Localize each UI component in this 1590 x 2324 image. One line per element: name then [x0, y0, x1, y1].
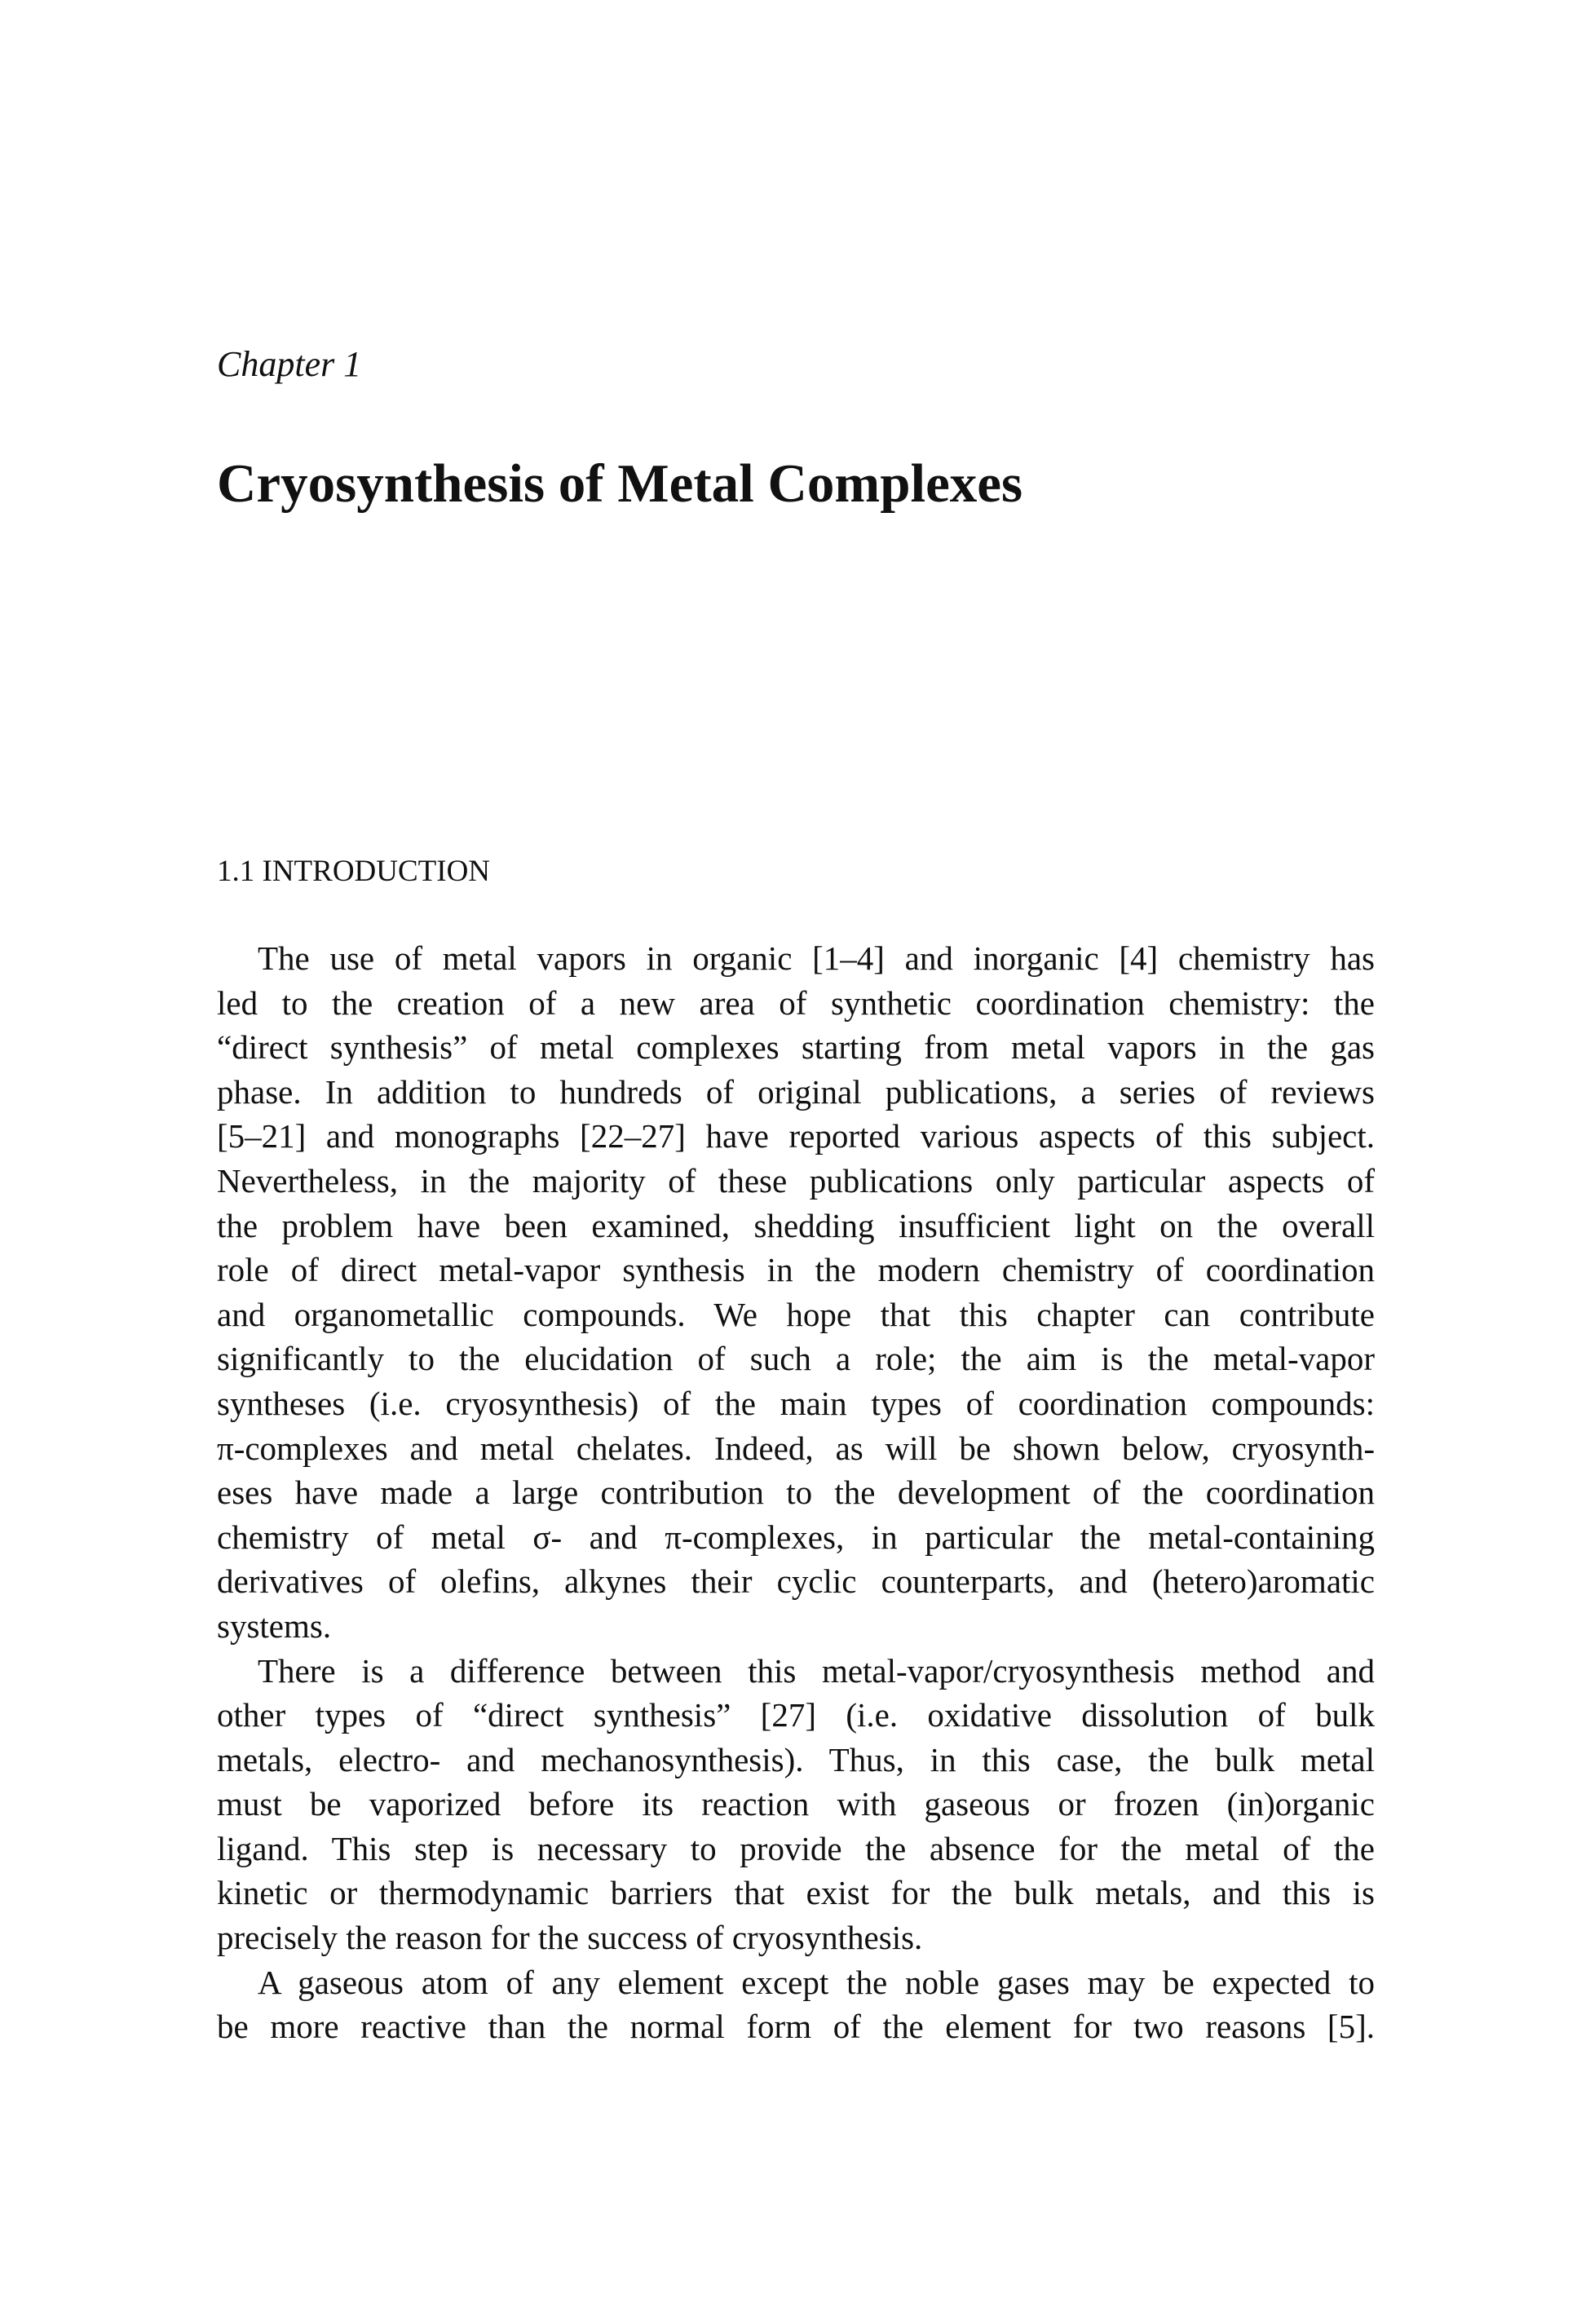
- text-line: [5–21] and monographs [22–27] have reported various aspects of this subject.: [217, 1117, 1375, 1155]
- text-line: A gaseous atom of any element except the noble gases may be expected to: [258, 1963, 1375, 2001]
- text-line: eses have made a large contribution to the development of the coordination: [217, 1473, 1375, 1512]
- chapter-label: Chapter 1: [217, 344, 362, 384]
- text-line: derivatives of olefins, alkynes their cyclic counterparts, and (hetero)aromatic: [217, 1562, 1375, 1601]
- chapter-title: Cryosynthesis of Metal Complexes: [217, 453, 1023, 514]
- text-line: There is a difference between this metal-vapor/cryosynthesis method and: [258, 1651, 1375, 1690]
- text-line: systems.: [217, 1606, 332, 1645]
- section-heading: 1.1 INTRODUCTION: [217, 855, 491, 888]
- text-line: phase. In addition to hundreds of original publications, a series of reviews: [217, 1072, 1375, 1111]
- paragraph: [217, 1649, 1375, 1960]
- text-line: precisely the reason for the success of cryosynthesis.: [217, 1919, 923, 1957]
- text-line: significantly to the elucidation of such a role; the aim is the metal-vapor: [217, 1340, 1375, 1378]
- text-line: be more reactive than the normal form of the element for two reasons [5].: [217, 2008, 1375, 2046]
- text-line: chemistry of metal σ- and π-complexes, in particular the metal-containing: [217, 1518, 1375, 1556]
- text-line: π-complexes and metal chelates. Indeed, as will be shown below, cryosynth-: [217, 1429, 1375, 1467]
- text-line: role of direct metal-vapor synthesis in the modern chemistry of coordination: [217, 1251, 1375, 1289]
- body-text: [217, 936, 1375, 2049]
- text-line: the problem have been examined, shedding insufficient light on the overall: [217, 1206, 1375, 1244]
- paragraph: [217, 936, 1375, 1649]
- text-line: other types of “direct synthesis” [27] (i.e. oxidative dissolution of bulk: [217, 1696, 1375, 1734]
- text-line: The use of metal vapors in organic [1–4] and inorganic [4] chemistry has: [258, 939, 1375, 977]
- text-line: and organometallic compounds. We hope that this chapter can contribute: [217, 1295, 1375, 1333]
- text-line: metals, electro- and mechanosynthesis). Thus, in this case, the bulk metal: [217, 1740, 1375, 1778]
- text-line: kinetic or thermodynamic barriers that exist for the bulk metals, and this is: [217, 1874, 1375, 1912]
- text-line: must be vaporized before its reaction with gaseous or frozen (in)organic: [217, 1785, 1375, 1823]
- text-line: “direct synthesis” of metal complexes starting from metal vapors in the gas: [217, 1028, 1375, 1067]
- text-line: Nevertheless, in the majority of these publications only particular aspects of: [217, 1161, 1375, 1200]
- paragraph: [217, 1960, 1375, 2049]
- text-line: led to the creation of a new area of synthetic coordination chemistry: the: [217, 983, 1375, 1022]
- text-line: ligand. This step is necessary to provide the absence for the metal of the: [217, 1829, 1375, 1867]
- text-line: syntheses (i.e. cryosynthesis) of the main types of coordination compounds:: [217, 1384, 1375, 1422]
